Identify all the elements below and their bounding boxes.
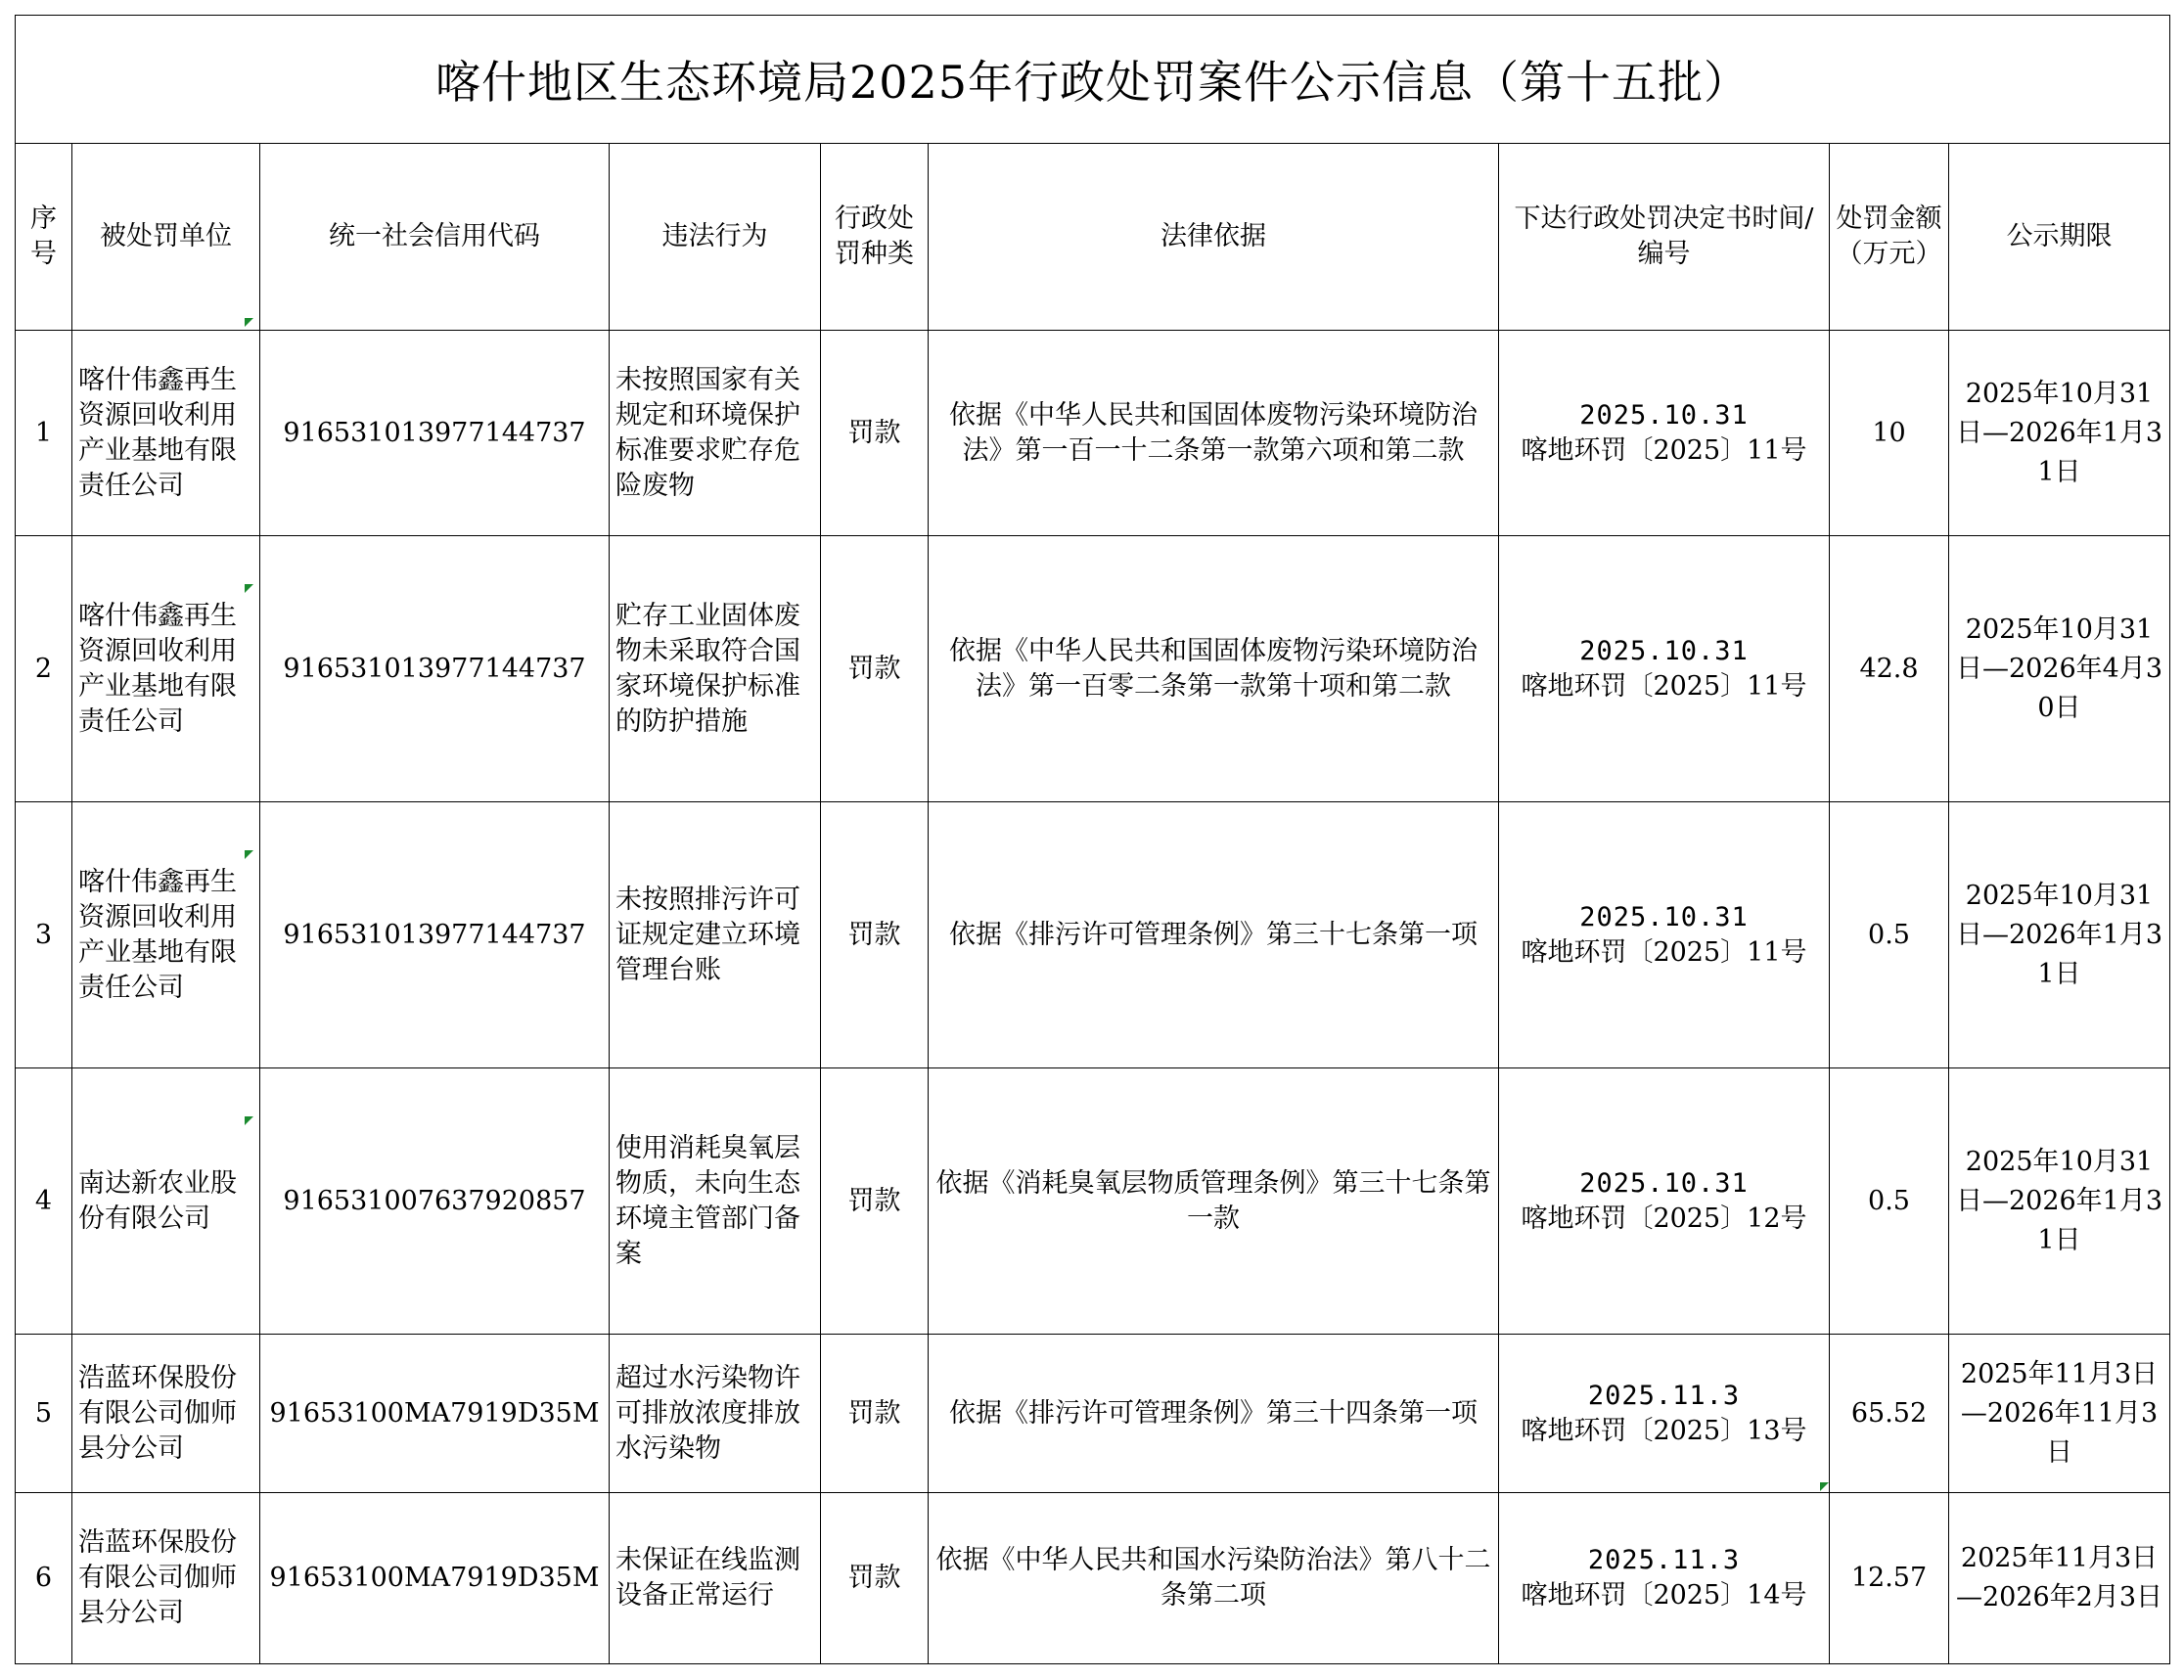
row-amount: 0.5 — [1830, 1068, 1949, 1335]
table-row — [16, 1335, 2170, 1493]
row-violation: 未按照排污许可证规定建立环境管理台账 — [610, 802, 821, 1068]
decision-date: 2025.10.31 — [1579, 635, 1749, 666]
comment-marker-icon — [245, 1116, 253, 1125]
row-decision — [1499, 1068, 1830, 1335]
row-unit: 南达新农业股份有限公司 — [72, 1068, 260, 1335]
row-violation: 使用消耗臭氧层物质，未向生态环境主管部门备案 — [610, 1068, 821, 1335]
row-amount: 10 — [1830, 331, 1949, 536]
decision-date: 2025.10.31 — [1579, 901, 1749, 932]
row-seq: 3 — [16, 802, 72, 1068]
row-unit: 喀什伟鑫再生资源回收利用产业基地有限责任公司 — [72, 536, 260, 802]
header-unit: 被处罚单位 — [72, 144, 260, 331]
row-legal-basis: 依据《中华人民共和国水污染防治法》第八十二条第二项 — [929, 1493, 1499, 1664]
header-decision: 下达行政处罚决定书时间/编号 — [1499, 144, 1830, 331]
row-violation: 未按照国家有关规定和环境保护标准要求贮存危险废物 — [610, 331, 821, 536]
title-row — [16, 16, 2170, 144]
row-decision — [1499, 1493, 1830, 1664]
decision-date: 2025.10.31 — [1579, 399, 1749, 431]
row-amount: 0.5 — [1830, 802, 1949, 1068]
row-unit: 喀什伟鑫再生资源回收利用产业基地有限责任公司 — [72, 802, 260, 1068]
row-decision — [1499, 802, 1830, 1068]
row-period: 2025年10月31日—2026年4月30日 — [1949, 536, 2170, 802]
header-violation: 违法行为 — [610, 144, 821, 331]
row-legal-basis: 依据《中华人民共和国固体废物污染环境防治法》第一百一十二条第一款第六项和第二款 — [929, 331, 1499, 536]
row-seq: 6 — [16, 1493, 72, 1664]
row-penalty-type: 罚款 — [821, 1335, 929, 1493]
decision-number: 喀地环罚〔2025〕13号 — [1521, 1415, 1807, 1446]
row-legal-basis: 依据《消耗臭氧层物质管理条例》第三十七条第一款 — [929, 1068, 1499, 1335]
row-seq: 5 — [16, 1335, 72, 1493]
row-credit-code: 91653100MA7919D35M — [260, 1493, 610, 1664]
penalty-table — [15, 15, 2170, 1664]
decision-number: 喀地环罚〔2025〕12号 — [1521, 1203, 1807, 1234]
row-unit: 浩蓝环保股份有限公司伽师县分公司 — [72, 1493, 260, 1664]
header-row — [16, 144, 2170, 331]
row-credit-code: 916531007637920857 — [260, 1068, 610, 1335]
row-decision — [1499, 331, 1830, 536]
row-period: 2025年11月3日—2026年11月3日 — [1949, 1335, 2170, 1493]
row-violation: 贮存工业固体废物未采取符合国家环境保护标准的防护措施 — [610, 536, 821, 802]
page-title: 喀什地区生态环境局2025年行政处罚案件公示信息（第十五批） — [16, 16, 2170, 144]
row-amount: 42.8 — [1830, 536, 1949, 802]
row-credit-code: 916531013977144737 — [260, 331, 610, 536]
row-period: 2025年10月31日—2026年1月31日 — [1949, 331, 2170, 536]
row-penalty-type: 罚款 — [821, 536, 929, 802]
row-penalty-type: 罚款 — [821, 1493, 929, 1664]
header-credit-code: 统一社会信用代码 — [260, 144, 610, 331]
row-amount: 12.57 — [1830, 1493, 1949, 1664]
row-violation: 未保证在线监测设备正常运行 — [610, 1493, 821, 1664]
table-row — [16, 1493, 2170, 1664]
header-amount: 处罚金额（万元） — [1830, 144, 1949, 331]
header-penalty-type: 行政处罚种类 — [821, 144, 929, 331]
row-credit-code: 91653100MA7919D35M — [260, 1335, 610, 1493]
decision-date: 2025.11.3 — [1587, 1545, 1741, 1575]
comment-marker-icon — [245, 584, 253, 593]
decision-date: 2025.11.3 — [1587, 1380, 1741, 1411]
row-unit: 喀什伟鑫再生资源回收利用产业基地有限责任公司 — [72, 331, 260, 536]
comment-marker-icon — [1820, 1482, 1829, 1491]
decision-number: 喀地环罚〔2025〕14号 — [1521, 1580, 1807, 1611]
row-penalty-type: 罚款 — [821, 802, 929, 1068]
row-amount: 65.52 — [1830, 1335, 1949, 1493]
decision-number: 喀地环罚〔2025〕11号 — [1521, 936, 1807, 968]
table-row — [16, 536, 2170, 802]
row-seq: 1 — [16, 331, 72, 536]
table-row — [16, 331, 2170, 536]
row-period: 2025年10月31日—2026年1月31日 — [1949, 802, 2170, 1068]
comment-marker-icon — [245, 318, 253, 327]
row-credit-code: 916531013977144737 — [260, 536, 610, 802]
header-period: 公示期限 — [1949, 144, 2170, 331]
row-violation: 超过水污染物许可排放浓度排放水污染物 — [610, 1335, 821, 1493]
table-row — [16, 802, 2170, 1068]
penalty-sheet — [15, 15, 2169, 1664]
comment-marker-icon — [245, 850, 253, 859]
row-penalty-type: 罚款 — [821, 331, 929, 536]
row-period: 2025年10月31日—2026年1月31日 — [1949, 1068, 2170, 1335]
row-penalty-type: 罚款 — [821, 1068, 929, 1335]
row-unit: 浩蓝环保股份有限公司伽师县分公司 — [72, 1335, 260, 1493]
header-seq: 序号 — [16, 144, 72, 331]
decision-number: 喀地环罚〔2025〕11号 — [1521, 670, 1807, 702]
row-period: 2025年11月3日—2026年2月3日 — [1949, 1493, 2170, 1664]
row-credit-code: 916531013977144737 — [260, 802, 610, 1068]
row-decision — [1499, 536, 1830, 802]
decision-number: 喀地环罚〔2025〕11号 — [1521, 434, 1807, 466]
row-legal-basis: 依据《排污许可管理条例》第三十七条第一项 — [929, 802, 1499, 1068]
row-legal-basis: 依据《中华人民共和国固体废物污染环境防治法》第一百零二条第一款第十项和第二款 — [929, 536, 1499, 802]
decision-date: 2025.10.31 — [1579, 1167, 1749, 1199]
header-legal-basis: 法律依据 — [929, 144, 1499, 331]
row-seq: 2 — [16, 536, 72, 802]
row-decision — [1499, 1335, 1830, 1493]
table-row — [16, 1068, 2170, 1335]
row-seq: 4 — [16, 1068, 72, 1335]
row-legal-basis: 依据《排污许可管理条例》第三十四条第一项 — [929, 1335, 1499, 1493]
